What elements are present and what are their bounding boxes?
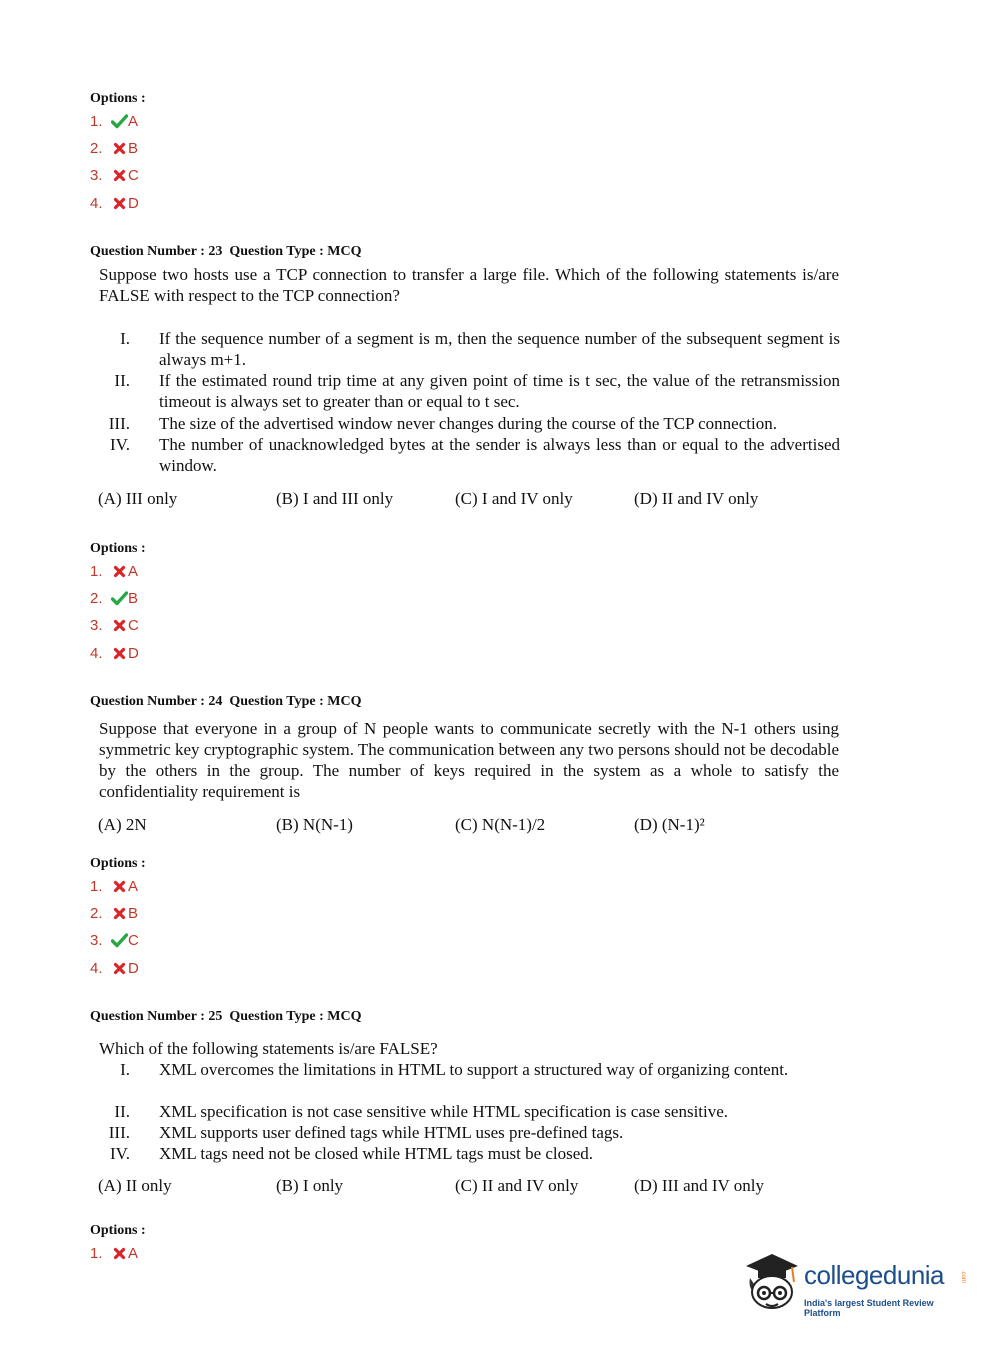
question-header: Question Number : 25 Question Type : MCQ bbox=[90, 1009, 362, 1024]
option-row: 1. A bbox=[90, 113, 139, 130]
question-text: Which of the following statements is/are FALSE? bbox=[99, 1039, 438, 1058]
collegedunia-logo[interactable] bbox=[742, 1248, 972, 1320]
cross-icon bbox=[110, 565, 128, 578]
question-header: Question Number : 24 Question Type : MCQ bbox=[90, 694, 362, 709]
option-row: 2. B bbox=[90, 590, 139, 607]
logo-tagline: India's largest Student Review Platform bbox=[804, 1298, 934, 1318]
cross-icon bbox=[110, 1247, 128, 1260]
option-row: 4. D bbox=[90, 645, 139, 662]
answer-choice: (A) 2N bbox=[98, 815, 147, 834]
cross-icon bbox=[110, 142, 128, 155]
cross-icon bbox=[110, 907, 128, 920]
check-icon bbox=[110, 933, 128, 948]
option-row: 3. C bbox=[90, 167, 139, 184]
option-row: 2. B bbox=[90, 905, 139, 922]
question-text: Suppose two hosts use a TCP connection to transfer a large file. Which of the following statements is/are FALSE with respect to the TCP connection? bbox=[99, 265, 839, 305]
options-label: Options : bbox=[90, 541, 146, 556]
answer-choice: (D) (N-1)² bbox=[634, 815, 705, 834]
answer-choice: (B) N(N-1) bbox=[276, 815, 353, 834]
option-row: 4. D bbox=[90, 960, 139, 977]
option-row: 3. C bbox=[90, 932, 139, 949]
answer-choice: (B) I only bbox=[276, 1176, 344, 1195]
logo-name: collegedunia bbox=[804, 1260, 945, 1290]
check-icon bbox=[110, 114, 128, 129]
cross-icon bbox=[110, 962, 128, 975]
option-row: 2. B bbox=[90, 140, 139, 157]
cross-icon bbox=[110, 647, 128, 660]
option-row: 1. A bbox=[90, 878, 139, 895]
answer-choice: (A) II only bbox=[98, 1176, 172, 1195]
options-label: Options : bbox=[90, 856, 146, 871]
logo-domain: .com bbox=[960, 1270, 966, 1284]
option-row: 3. C bbox=[90, 617, 139, 634]
cross-icon bbox=[110, 619, 128, 632]
option-row: 1. A bbox=[90, 563, 139, 580]
answer-choice: (A) III only bbox=[98, 489, 178, 508]
answer-choice: (C) II and IV only bbox=[455, 1176, 579, 1195]
cross-icon bbox=[110, 197, 128, 210]
options-label: Options : bbox=[90, 1223, 146, 1238]
option-row: 4. D bbox=[90, 195, 139, 212]
question-text: Suppose that everyone in a group of N people wants to communicate secretly with the N-1 others using symmetric key cryptographic system. The communication between any two persons should not be decodable by the others in the group. The number of keys required in the system as a whole to satisfy the confidentiality requirement is bbox=[99, 719, 839, 801]
answer-choice: (B) I and III only bbox=[276, 489, 394, 508]
answer-choice: (C) I and IV only bbox=[455, 489, 573, 508]
cross-icon bbox=[110, 880, 128, 893]
check-icon bbox=[110, 591, 128, 606]
cross-icon bbox=[110, 169, 128, 182]
answer-choice: (D) III and IV only bbox=[634, 1176, 764, 1195]
mascot-icon bbox=[742, 1248, 800, 1314]
answer-choice: (D) II and IV only bbox=[634, 489, 759, 508]
question-header: Question Number : 23 Question Type : MCQ bbox=[90, 244, 362, 259]
options-label: Options : bbox=[90, 91, 146, 106]
option-row: 1. A bbox=[90, 1245, 139, 1262]
answer-choice: (C) N(N-1)/2 bbox=[455, 815, 546, 834]
